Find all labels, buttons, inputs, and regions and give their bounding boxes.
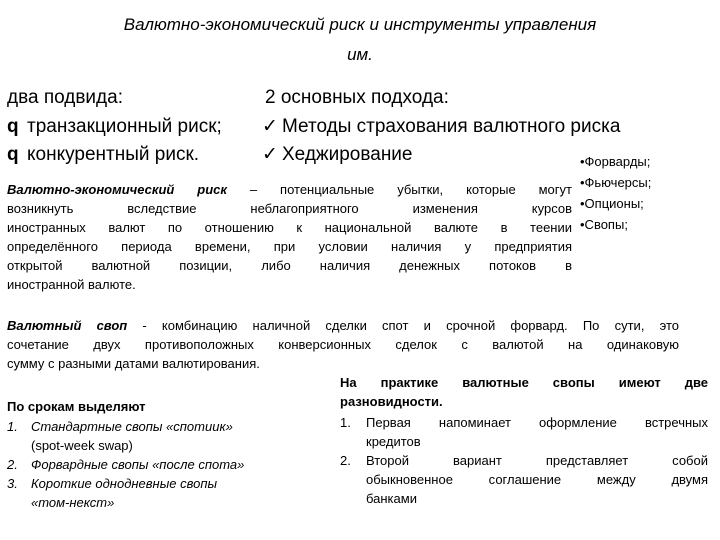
terms-item-cont: (spot-week swap) xyxy=(31,438,133,453)
checkmark-icon: ✓ xyxy=(262,116,278,137)
terms-item: 3. Короткие однодневные свопы xyxy=(7,476,218,491)
subtypes-heading: два подвида: xyxy=(7,87,123,108)
definition-paragraph xyxy=(7,180,572,294)
swap-term: Валютный своп xyxy=(7,318,128,333)
subtype-item xyxy=(7,115,222,139)
page-title-line2: им. xyxy=(347,45,373,64)
instrument-item: •Свопы; xyxy=(580,217,628,232)
instrument-item: •Опционы; xyxy=(580,196,644,211)
approach-label: Методы страхования валютного риска xyxy=(282,116,621,137)
definition-line: возникнуть вследствие неблагоприятного изменения курсов xyxy=(7,201,572,216)
practice-list xyxy=(340,413,708,508)
subtype-label: транзакционный риск; xyxy=(27,116,222,137)
instrument-item: •Фьючерсы; xyxy=(580,175,652,190)
approach-item xyxy=(262,115,620,139)
terms-heading: По срокам выделяют xyxy=(7,399,146,414)
swap-line: сочетание двух противоположных конверсионных сделок с валютой на одинаковую xyxy=(7,337,679,352)
approach-item xyxy=(262,143,413,167)
swap-line: Валютный своп - комбинацию наличной сделки спот и срочной форвард. По сути, это xyxy=(7,318,679,333)
page-title-line1: Валютно-экономический риск и инструменты управления xyxy=(123,15,597,34)
definition-line: открытой валютной позиции, либо наличия денежных потоков в xyxy=(7,258,572,273)
terms-item-cont: «том-некст» xyxy=(31,495,115,510)
swap-line: сумму с разными датами валютирования. xyxy=(7,356,260,371)
approach-label: Хеджирование xyxy=(282,144,413,165)
definition-line: определённого периода времени, при условии наличия у предприятия xyxy=(7,239,572,254)
terms-item: 2. Форвардные свопы «после спота» xyxy=(7,457,245,472)
practice-heading: На практике валютные свопы имеют две разновидности. xyxy=(340,375,708,409)
definition-term: Валютно-экономический риск xyxy=(7,182,227,197)
terms-item: 1. Стандартные свопы «спотиик» xyxy=(7,419,233,434)
square-bullet-icon: q xyxy=(7,144,19,165)
terms-list xyxy=(7,417,244,512)
instrument-item: •Форварды; xyxy=(580,154,651,169)
subtype-label: конкурентный риск. xyxy=(27,144,200,165)
definition-line: иностранной валюте. xyxy=(7,277,136,292)
subtype-item xyxy=(7,143,199,167)
practice-item: 2. Второй вариант представляет собой обыкновенное соглашение между двумя банками xyxy=(340,453,708,506)
approaches-heading: 2 основных подхода: xyxy=(265,87,449,108)
square-bullet-icon: q xyxy=(7,116,19,137)
definition-line: Валютно-экономический риск – потенциальные убытки, которые могут xyxy=(7,182,572,197)
swap-paragraph xyxy=(7,316,679,373)
definition-line: иностранных валют по отношению к национальной валюте в теении xyxy=(7,220,572,235)
checkmark-icon: ✓ xyxy=(262,144,278,165)
practice-item: 1. Первая напоминает оформление встречных кредитов xyxy=(340,415,708,449)
